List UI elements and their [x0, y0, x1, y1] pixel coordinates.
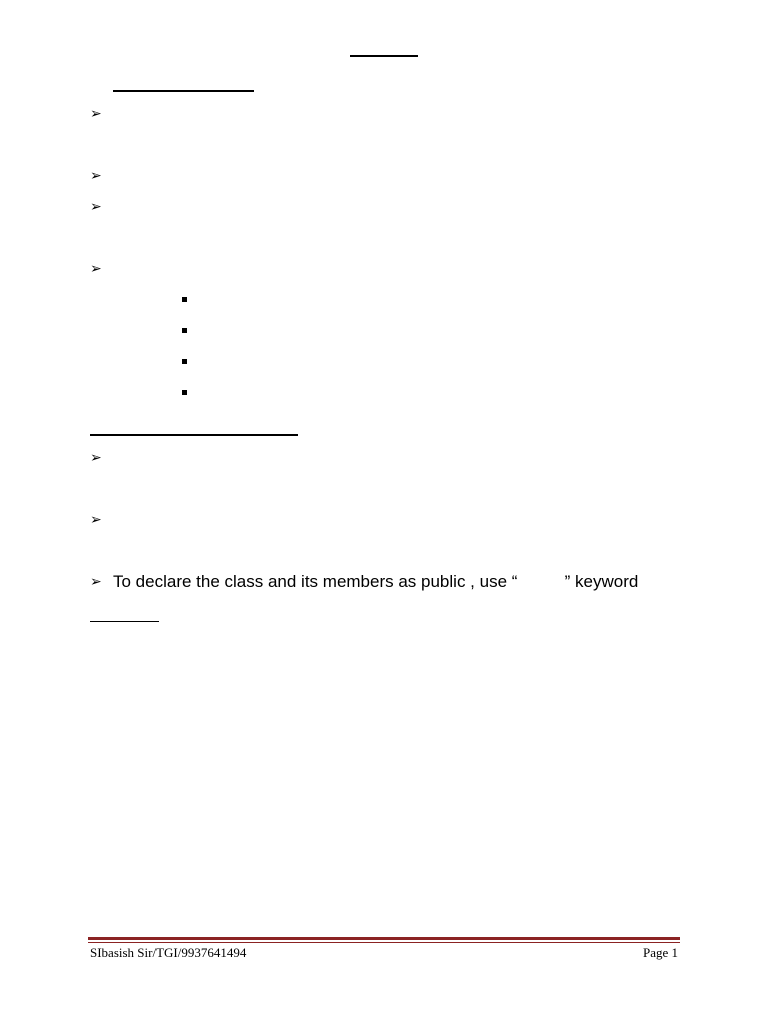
square-bullet-icon [182, 390, 187, 395]
arrow-bullet-icon: ➢ [90, 168, 102, 184]
arrow-bullet-icon: ➢ [90, 199, 102, 215]
footer-rule [88, 942, 680, 943]
square-bullet-icon [182, 297, 187, 302]
footer-page-number: Page 1 [642, 945, 678, 960]
square-bullet-icon [182, 359, 187, 364]
arrow-bullet-icon: ➢ [90, 106, 102, 122]
footer-author: SIbasish Sir/TGI/9937641494 [90, 945, 247, 960]
arrow-bullet-icon: ➢ [90, 512, 102, 528]
arrow-bullet-icon: ➢ [90, 450, 102, 466]
section-heading-underline [90, 621, 159, 622]
arrow-bullet-icon: ➢ [90, 574, 102, 590]
section-heading-underline [113, 90, 254, 92]
public-keyword-bullet-text: To declare the class and its members as public , use “ ” keyword [113, 572, 639, 591]
square-bullet-icon [182, 328, 187, 333]
footer-rule [88, 937, 680, 940]
arrow-bullet-icon: ➢ [90, 261, 102, 277]
title-underline [350, 55, 418, 57]
section-heading-underline [90, 434, 298, 436]
